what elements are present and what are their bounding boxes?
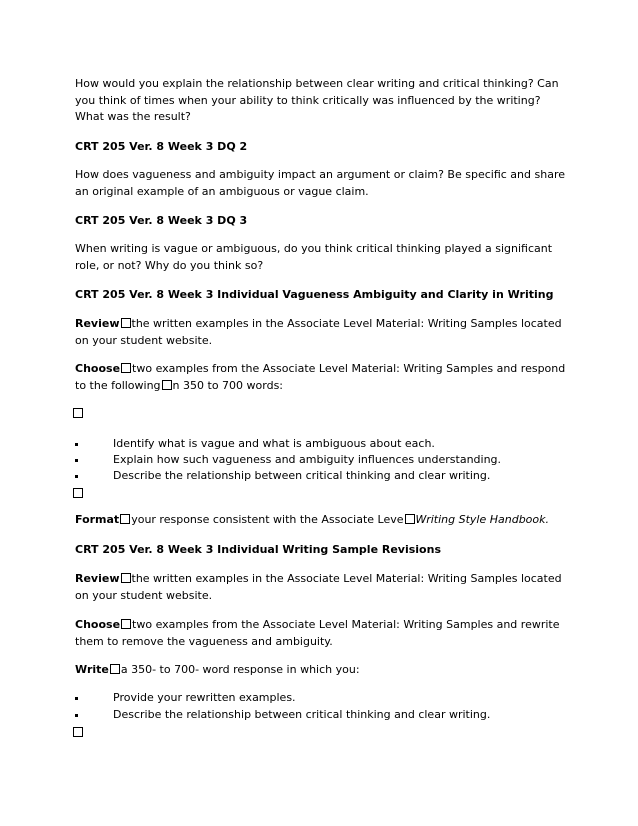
- format-handbook: Writing Style Handbook.: [415, 513, 550, 526]
- dq2-line: an original example of an ambiguous or vague claim.: [75, 184, 369, 198]
- missing-glyph-box: [121, 318, 131, 328]
- intro-paragraph: [75, 76, 575, 126]
- intro-line: What was the result?: [75, 110, 191, 123]
- format-paragraph: [75, 512, 575, 529]
- write-text: a 350- to 700- word response in which you:: [120, 663, 360, 676]
- dq3-line: role, or not? Why do you think so?: [75, 258, 264, 272]
- review-text: the written examples in the Associate Level Material: Writing Samples located: [131, 572, 562, 585]
- bullet-icon: [75, 443, 78, 446]
- choose-label: Choose: [75, 618, 121, 631]
- missing-glyph-box: [110, 664, 120, 674]
- bullet-icon: [75, 697, 78, 700]
- dq3-paragraph: [75, 241, 575, 274]
- choose-label: Choose: [75, 362, 121, 375]
- dq2-paragraph: [75, 167, 575, 200]
- bullet-icon: [75, 714, 78, 717]
- review-paragraph-2: [75, 571, 575, 604]
- missing-glyph-box: [121, 573, 131, 583]
- choose-text: two examples from the Associate Level Material: Writing Samples and rewrite: [132, 618, 560, 631]
- write-paragraph: [75, 662, 575, 679]
- choose-line2b: n 350 to 700 words:: [172, 378, 284, 392]
- review-paragraph-1: [75, 316, 575, 349]
- list-item-text: Explain how such vagueness and ambiguity influences understanding.: [113, 453, 502, 466]
- format-label: Format: [75, 513, 120, 526]
- list-item-text: Describe the relationship between critical thinking and clear writing.: [113, 708, 491, 721]
- review-text: the written examples in the Associate Level Material: Writing Samples located: [131, 317, 562, 330]
- choose-line2: them to remove the vagueness and ambiguity.: [75, 634, 333, 648]
- missing-glyph-box: [120, 514, 130, 524]
- choose-line2a: to the following: [75, 378, 161, 392]
- missing-glyph-box: [73, 727, 83, 737]
- missing-glyph-box: [73, 408, 83, 418]
- review-line2: on your student website.: [75, 333, 213, 347]
- heading-vagueness-assignment: CRT 205 Ver. 8 Week 3 Individual Vagueness Ambiguity and Clarity in Writing: [75, 288, 554, 301]
- choose-paragraph-2: [75, 617, 575, 650]
- missing-glyph-box: [162, 380, 172, 390]
- heading-dq2: CRT 205 Ver. 8 Week 3 DQ 2: [75, 140, 248, 153]
- dq3-line: When writing is vague or ambiguous, do you think critical thinking played a significant: [75, 242, 553, 255]
- format-text: your response consistent with the Associate Leve: [131, 513, 404, 526]
- missing-glyph-box: [121, 363, 131, 373]
- bullet-icon: [75, 475, 78, 478]
- bullet-icon: [75, 459, 78, 462]
- choose-paragraph-1: [75, 361, 575, 394]
- list-item-text: Identify what is vague and what is ambiguous about each.: [113, 437, 435, 450]
- intro-line: you think of times when your ability to think critically was influenced by the writing?: [75, 93, 541, 107]
- review-label: Review: [75, 572, 120, 585]
- missing-glyph-box: [121, 619, 131, 629]
- dq2-line: How does vagueness and ambiguity impact an argument or claim? Be specific and share: [75, 168, 565, 181]
- heading-dq3: CRT 205 Ver. 8 Week 3 DQ 3: [75, 214, 248, 227]
- review-label: Review: [75, 317, 120, 330]
- choose-text: two examples from the Associate Level Material: Writing Samples and respond: [132, 362, 566, 375]
- write-label: Write: [75, 663, 109, 676]
- review-line2: on your student website.: [75, 588, 213, 602]
- missing-glyph-box: [73, 488, 83, 498]
- list-item-text: Describe the relationship between critical thinking and clear writing.: [113, 469, 491, 482]
- list-item-text: Provide your rewritten examples.: [113, 691, 296, 704]
- intro-line: How would you explain the relationship between clear writing and critical thinking? Can: [75, 77, 559, 90]
- heading-revisions-assignment: CRT 205 Ver. 8 Week 3 Individual Writing Sample Revisions: [75, 543, 441, 556]
- missing-glyph-box: [405, 514, 415, 524]
